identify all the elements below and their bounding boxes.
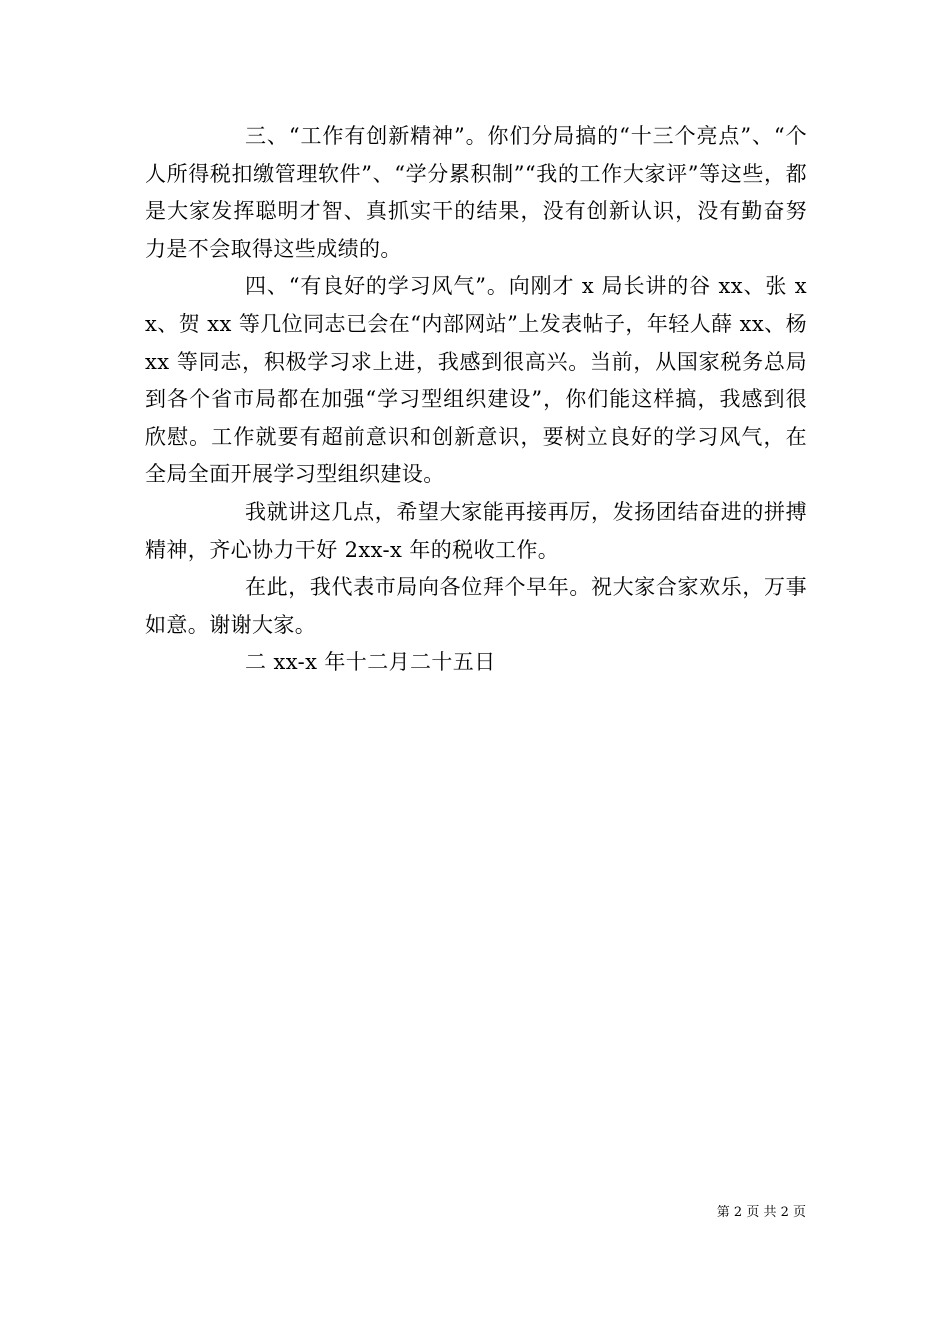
paragraph-greeting: 在此，我代表市局向各位拜个早年。祝大家合家欢乐，万事如意。谢谢大家。 (145, 575, 807, 637)
page-number: 第 2 页 共 2 页 (716, 1205, 806, 1220)
document-body (145, 118, 807, 682)
paragraph-innovation: 三、“工作有创新精神”。你们分局搞的“十三个亮点”、“个人所得税扣缴管理软件”、“学分累积制”“我的工作大家评”等这些，都是大家发挥聪明才智、真抓实干的结果，没有创新认识，没有勤奋努力是不会取得这些成绩的。 (145, 124, 807, 261)
document-date: 二 xx-x 年十二月二十五日 (245, 650, 496, 675)
paragraph-learning: 四、“有良好的学习风气”。向刚才 x 局长讲的谷 xx、张 xx、贺 xx 等几位同志已会在“内部网站”上发表帖子，年轻人薛 xx、杨 xx 等同志，积极学习求上进，我感到很高兴。当前，从国家税务总局到各个省市局都在加强“学习型组织建设”，你们能这样搞，我感到很欣慰。工作就要有超前意识和创新意识，要树立良好的学习风气，在全局全面开展学习型组织建设。 (145, 274, 807, 487)
paragraph-closing: 我就讲这几点，希望大家能再接再厉，发扬团结奋进的拼搏精神，齐心协力干好 2xx-x 年的税收工作。 (145, 499, 807, 562)
